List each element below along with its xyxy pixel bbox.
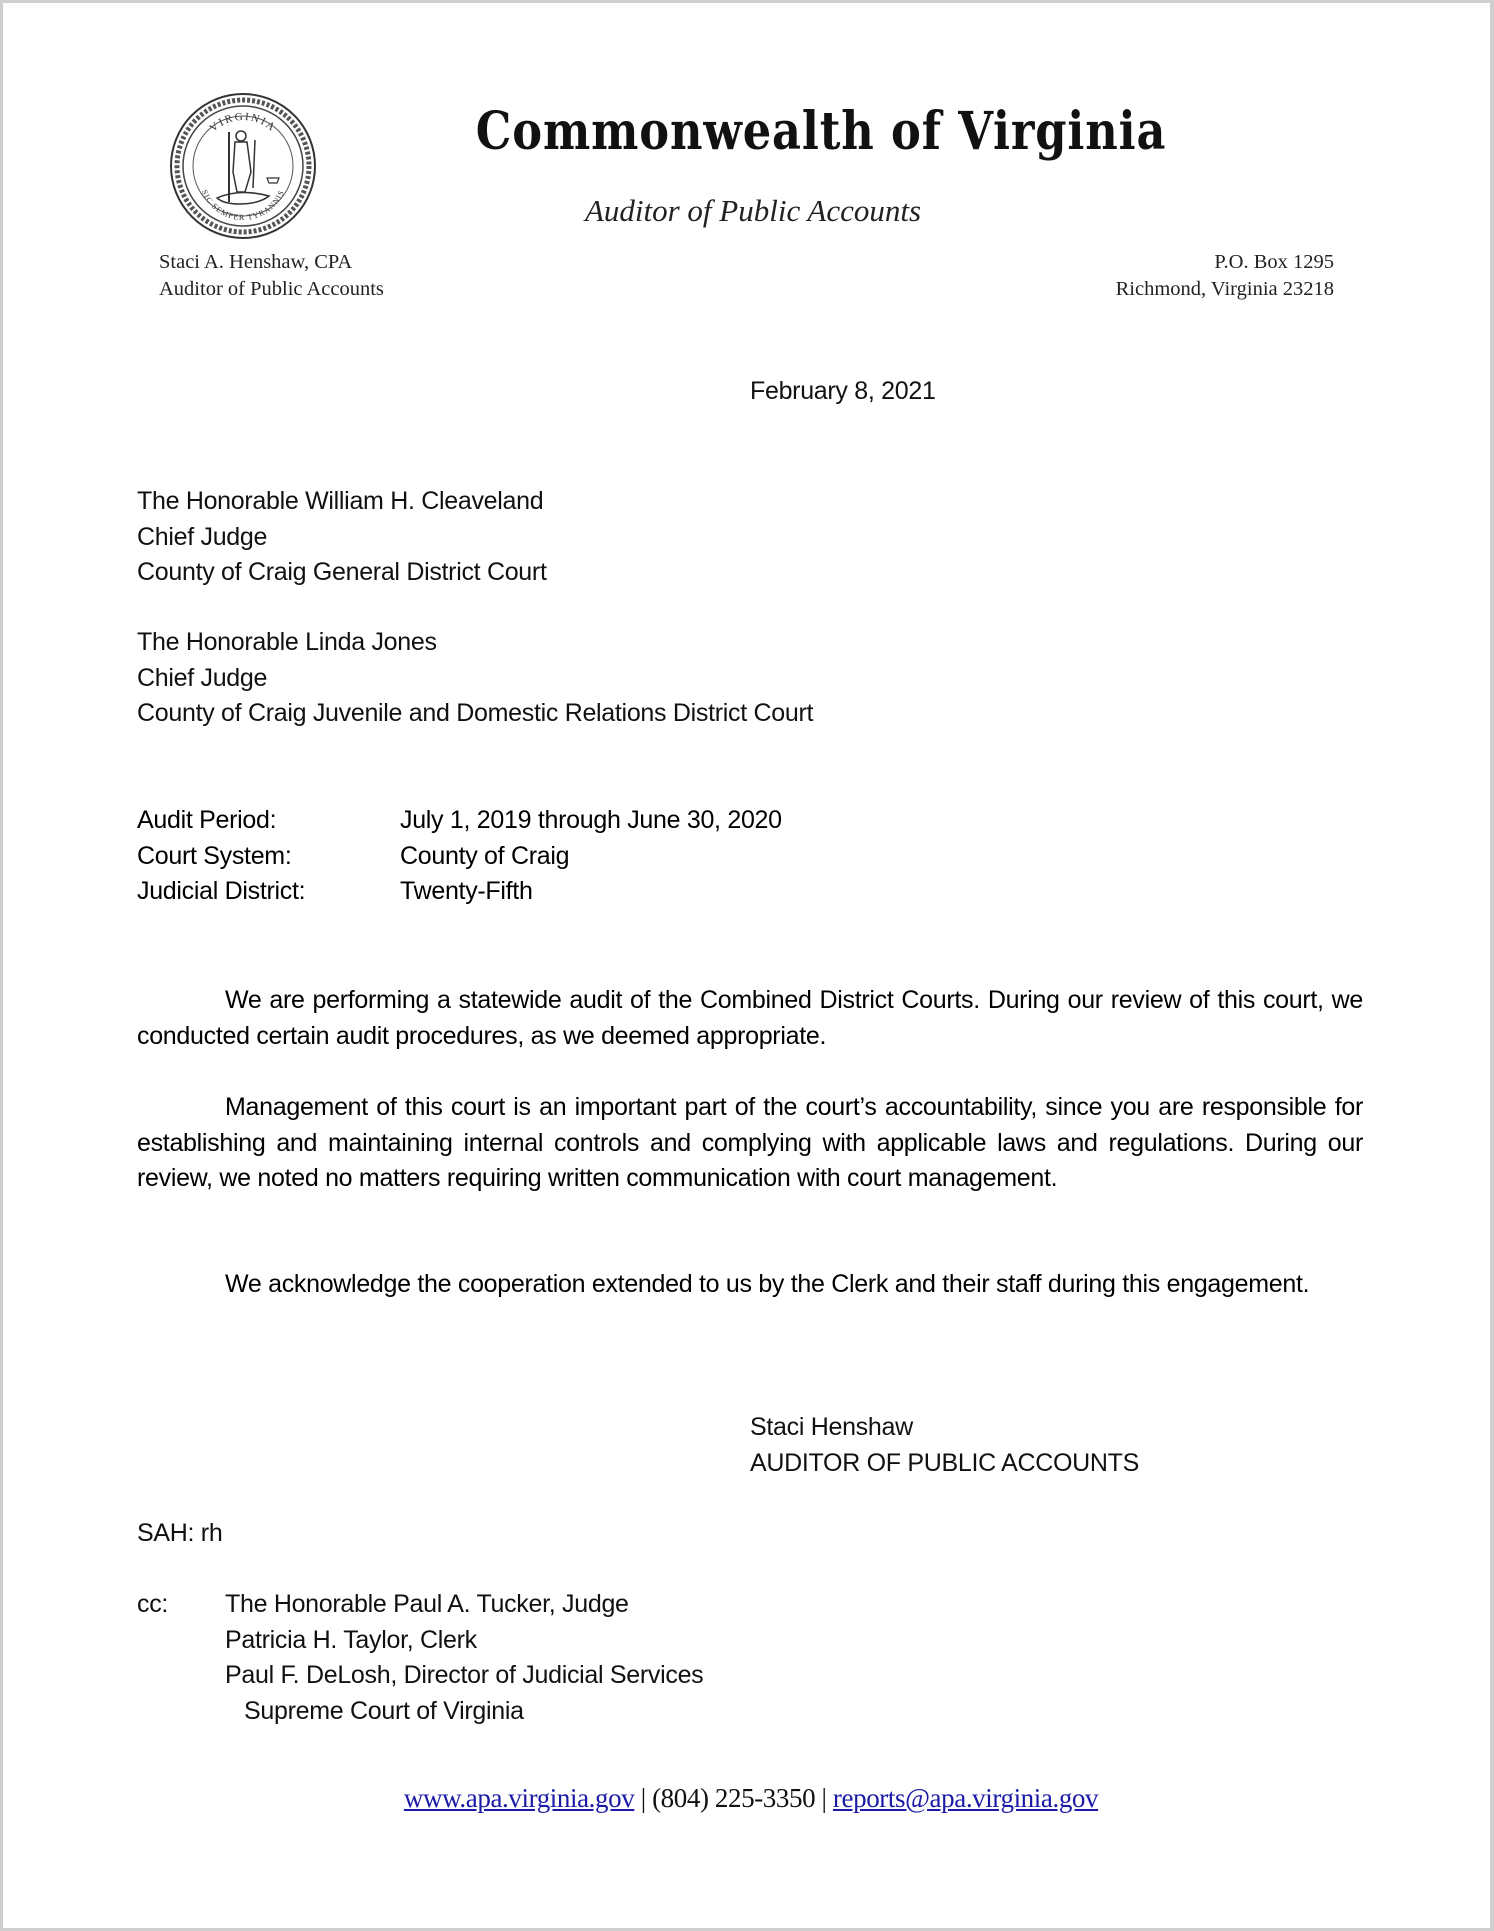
audit-period-label: Audit Period: — [137, 806, 277, 834]
auditor-name: Staci A. Henshaw, CPA — [159, 251, 353, 273]
letter-date: February 8, 2021 — [750, 377, 936, 405]
po-box: P.O. Box 1295 — [1214, 251, 1334, 273]
letterhead-title: Commonwealth of Virginia — [475, 101, 1167, 162]
addressee-block-2 — [137, 625, 813, 732]
signatory-title: AUDITOR OF PUBLIC ACCOUNTS — [750, 1448, 1140, 1477]
cc-recipient: Paul F. DeLosh, Director of Judicial Services — [225, 1661, 704, 1690]
letterhead-subtitle: Auditor of Public Accounts — [584, 193, 922, 228]
judicial-district-row — [137, 874, 782, 910]
paragraph-text: We are performing a statewide audit of the Combined District Courts. During our review of this court, we conducted certain audit procedures, as we deemed appropriate. — [137, 986, 1363, 1050]
cc-recipient: The Honorable Paul A. Tucker, Judge — [225, 1590, 629, 1618]
audit-period-value: July 1, 2019 through June 30, 2020 — [400, 806, 782, 834]
svg-text:VIRGINIA: VIRGINIA — [207, 110, 279, 135]
body-paragraph-2 — [137, 1090, 1363, 1197]
email-link[interactable]: reports@apa.virginia.gov — [832, 1783, 1099, 1813]
body-paragraph-1 — [137, 983, 1363, 1054]
auditor-name-block — [159, 249, 384, 303]
reference-initials: SAH: rh — [137, 1519, 223, 1547]
judicial-district-label: Judicial District: — [137, 877, 306, 906]
addressee-title: Chief Judge — [137, 663, 268, 692]
addressee-block-1 — [137, 484, 547, 591]
audit-info-table — [137, 803, 782, 910]
court-system-row — [137, 839, 782, 875]
cc-recipient-organization: Supreme Court of Virginia — [244, 1697, 524, 1726]
judicial-district-value: Twenty-Fifth — [400, 877, 533, 906]
cc-recipient: Patricia H. Taylor, Clerk — [225, 1625, 477, 1654]
cc-recipients — [225, 1587, 703, 1730]
virginia-seal-icon — [169, 92, 317, 240]
contact-footer — [360, 1783, 1142, 1814]
footer-separator: | — [821, 1783, 827, 1813]
office-address-block — [1116, 249, 1334, 303]
body-paragraph-3 — [137, 1267, 1363, 1303]
cc-label: cc: — [137, 1590, 169, 1618]
paragraph-text: Management of this court is an important part of the court’s accountability, since you are responsible for establishing and maintaining internal controls and complying with applicable laws and regulations. During our review, we noted no matters requiring written communication with court management. — [137, 1093, 1363, 1193]
city-state-zip: Richmond, Virginia 23218 — [1115, 278, 1334, 300]
addressee-name: The Honorable William H. Cleaveland — [137, 487, 544, 515]
court-system-value: County of Craig — [400, 841, 570, 870]
audit-period-row — [137, 803, 782, 839]
addressee-court: County of Craig Juvenile and Domestic Relations District Court — [137, 699, 814, 728]
auditor-title: Auditor of Public Accounts — [159, 278, 384, 300]
court-system-label: Court System: — [137, 841, 292, 870]
addressee-title: Chief Judge — [137, 522, 268, 551]
addressee-court: County of Craig General District Court — [137, 558, 547, 587]
footer-separator: | — [640, 1783, 646, 1813]
signature-block — [750, 1410, 1139, 1481]
addressee-name: The Honorable Linda Jones — [137, 628, 437, 656]
svg-text:SIC SEMPER TYRANNIS: SIC SEMPER TYRANNIS — [199, 188, 287, 223]
phone-number: (804) 225-3350 — [652, 1783, 816, 1813]
website-link[interactable]: www.apa.virginia.gov — [403, 1783, 635, 1813]
signatory-name: Staci Henshaw — [750, 1413, 913, 1441]
paragraph-text: We acknowledge the cooperation extended to us by the Clerk and their staff during this engagement. — [225, 1270, 1310, 1298]
